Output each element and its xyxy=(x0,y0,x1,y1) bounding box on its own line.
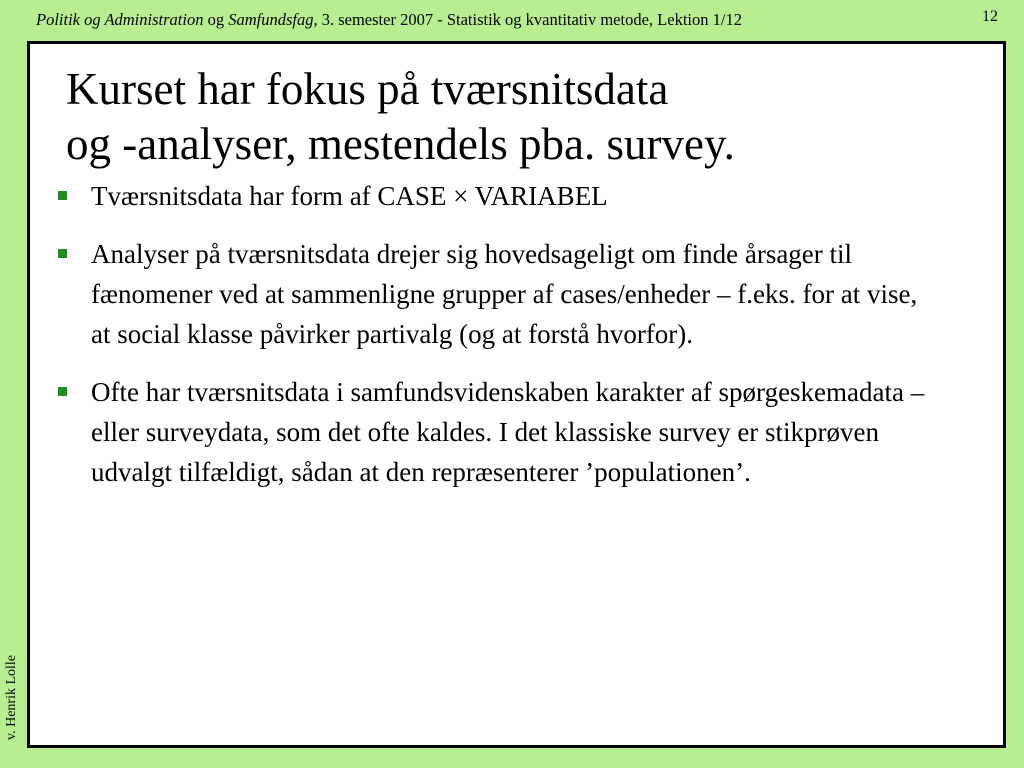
header-connector: og xyxy=(203,10,229,29)
bullet-list xyxy=(58,176,938,510)
title-line-2: og -analyser, mestendels pba. survey. xyxy=(66,119,735,169)
bullet-square-icon xyxy=(58,387,67,396)
author-credit: v. Henrik Lolle xyxy=(4,654,19,740)
header-course-name: Politik og Administration xyxy=(36,10,204,29)
page-number: 12 xyxy=(982,8,998,25)
header-subject: Samfundsfag xyxy=(228,10,314,29)
bullet-item xyxy=(58,176,938,216)
slide-header xyxy=(36,10,916,30)
title-line-1: Kurset har fokus på tværsnitsdata xyxy=(66,64,669,114)
bullet-item xyxy=(58,372,938,492)
bullet-text: Tværsnitsdata har form af CASE × VARIABEL xyxy=(91,181,608,211)
slide-title xyxy=(66,62,966,172)
bullet-square-icon xyxy=(58,191,67,200)
bullet-text: Ofte har tværsnitsdata i samfundsvidenskaben karakter af spørgeskemadata – eller surveydata, som det ofte kaldes. I det klassiske survey er stikprøven udvalgt tilfældigt, sådan at den repræsenterer ’populationen’. xyxy=(91,377,925,487)
header-details: , 3. semester 2007 - Statistik og kvantitativ metode, Lektion 1/12 xyxy=(313,10,742,29)
bullet-item xyxy=(58,234,938,354)
bullet-text: Analyser på tværsnitsdata drejer sig hovedsageligt om finde årsager til fænomener ved at sammenligne grupper af cases/enheder – f.eks. for at vise, at social klasse påvirker partivalg (og at forstå hvorfor). xyxy=(91,239,918,349)
bullet-square-icon xyxy=(58,249,67,258)
